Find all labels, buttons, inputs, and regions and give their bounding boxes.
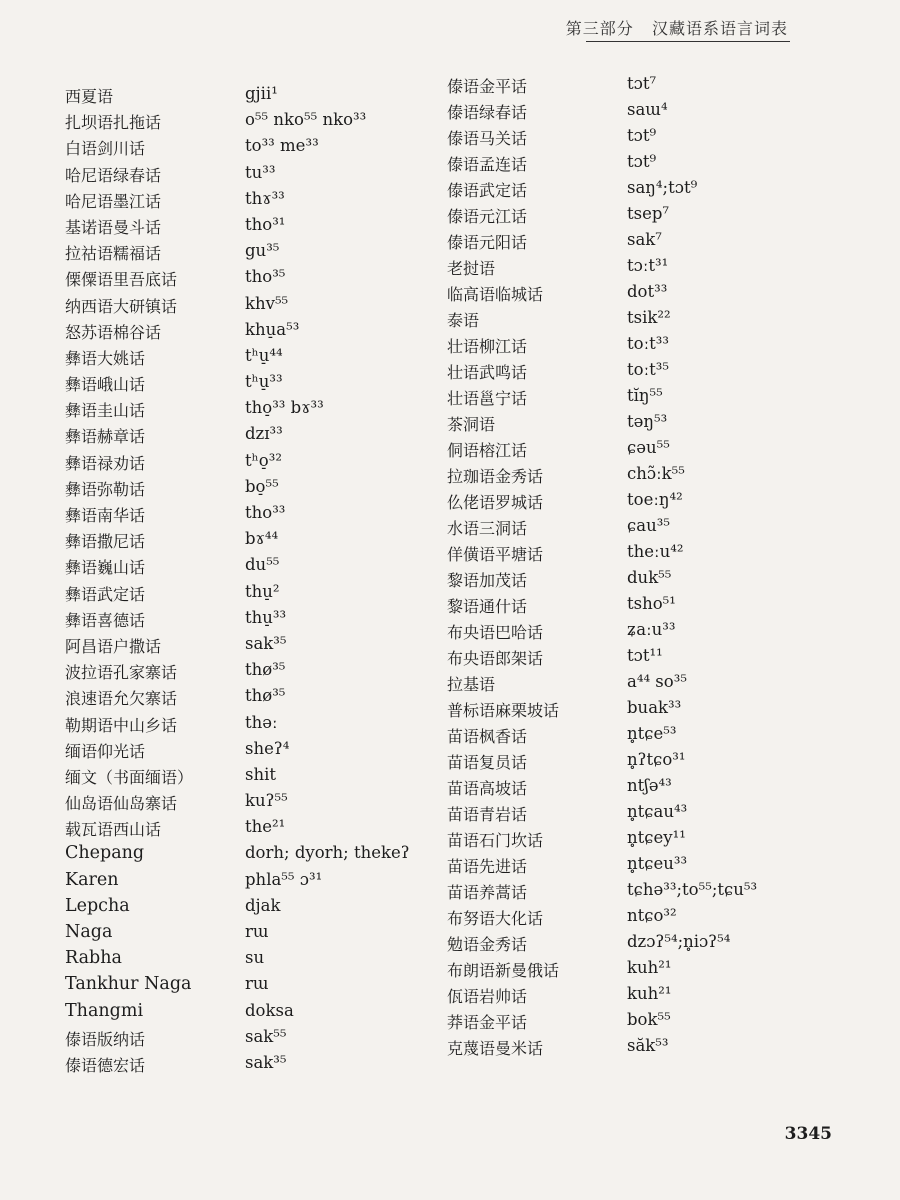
word-form: tho̠³³ bɤ³³ <box>245 398 324 418</box>
language-name: 拉珈语金秀话 <box>447 467 544 486</box>
word-form: tu³³ <box>245 162 276 182</box>
entry-row <box>447 308 827 334</box>
language-name: 仙岛语仙岛寨话 <box>65 794 178 814</box>
language-name: 傣语元江话 <box>447 207 528 226</box>
word-form: su <box>245 948 265 968</box>
language-name: 布央语郎架话 <box>447 649 544 668</box>
entry-row <box>447 620 827 646</box>
language-name: 缅文（书面缅语） <box>65 767 194 787</box>
word-form: duk⁵⁵ <box>627 568 672 587</box>
language-name: 茶洞语 <box>447 415 496 434</box>
word-form: tʰo̠³² <box>245 450 282 470</box>
entry-row <box>65 424 395 450</box>
entry-row <box>447 854 827 880</box>
word-form: rɯ <box>245 974 269 994</box>
language-name: 波拉语孔家寨话 <box>65 663 178 683</box>
entry-row <box>447 256 827 282</box>
entry-row <box>65 686 395 712</box>
word-form: n̥tɕau⁴³ <box>627 802 688 821</box>
language-name: 缅语仰光话 <box>65 741 146 761</box>
entry-row <box>447 1036 827 1062</box>
entry-row <box>447 464 827 490</box>
word-form: n̥tɕeu³³ <box>627 854 688 873</box>
language-name: 傣语马关话 <box>447 129 528 148</box>
language-name: 彝语圭山话 <box>65 401 146 421</box>
word-form: tɔt⁹ <box>627 126 657 145</box>
word-form: dorh; dyorh; thekeʔ <box>245 843 410 863</box>
entry-row <box>65 817 395 843</box>
language-name: Tankhur Naga <box>65 974 192 995</box>
entry-row <box>65 529 395 555</box>
language-name: 彝语武定话 <box>65 584 146 604</box>
word-form: ɕau³⁵ <box>627 516 670 535</box>
language-name: 傣语版纳话 <box>65 1029 146 1049</box>
word-form: buak³³ <box>627 698 682 717</box>
word-form: saŋ⁴;tɔt⁹ <box>627 178 698 197</box>
entry-row <box>65 608 395 634</box>
word-form: rɯ <box>245 922 269 941</box>
language-name: 阿昌语户撒话 <box>65 636 162 656</box>
language-name: 苗语复员话 <box>447 753 528 772</box>
word-form: tɔːt³¹ <box>627 256 669 275</box>
word-form: toːt³⁵ <box>627 360 669 379</box>
language-name: 傣语绿春话 <box>447 103 528 122</box>
language-name: 彝语赫章话 <box>65 427 146 447</box>
word-form: ntʃə⁴³ <box>627 776 672 795</box>
entry-row <box>447 542 827 568</box>
entry-row <box>447 204 827 230</box>
word-form: dzɪ³³ <box>245 424 283 444</box>
word-form: du⁵⁵ <box>245 555 280 575</box>
entry-row <box>65 189 395 215</box>
word-form: n̥tɕe⁵³ <box>627 724 677 743</box>
language-name: 彝语峨山话 <box>65 375 146 395</box>
word-form: khv⁵⁵ <box>245 293 289 313</box>
entry-row <box>447 698 827 724</box>
entry-row <box>65 791 395 817</box>
entry-row <box>447 906 827 932</box>
word-form: ntɕo³² <box>627 906 677 925</box>
entry-row <box>447 750 827 776</box>
entry-row <box>65 660 395 686</box>
entry-row <box>447 802 827 828</box>
word-form: tsik²² <box>627 308 671 327</box>
language-name: 载瓦语西山话 <box>65 820 162 840</box>
language-name: 哈尼语绿春话 <box>65 165 162 185</box>
word-form: toeːŋ⁴² <box>627 490 683 509</box>
language-name: Karen <box>65 869 119 890</box>
language-name: Naga <box>65 922 113 942</box>
entry-row <box>447 516 827 542</box>
language-name: 苗语先进话 <box>447 857 528 876</box>
language-name: 临高语临城话 <box>447 285 544 304</box>
entry-row <box>447 828 827 854</box>
word-form: o⁵⁵ nko⁵⁵ nko³³ <box>245 110 367 130</box>
word-form: djak <box>245 895 281 915</box>
language-name: 傣语武定话 <box>447 181 528 200</box>
word-form: a⁴⁴ so³⁵ <box>627 672 687 691</box>
entry-row <box>65 1053 395 1079</box>
language-name: Rabha <box>65 948 122 969</box>
word-form: sak⁵⁵ <box>245 1026 287 1046</box>
entry-row <box>447 386 827 412</box>
word-form: təŋ⁵³ <box>627 412 668 431</box>
word-form: toːt³³ <box>627 334 669 353</box>
entry-row <box>447 646 827 672</box>
entry-row <box>65 163 395 189</box>
word-form: thu̠³³ <box>245 607 287 627</box>
word-form: tĭŋ⁵⁵ <box>627 386 663 405</box>
entry-row <box>65 110 395 136</box>
word-form: kuh²¹ <box>627 958 672 977</box>
entry-row <box>447 984 827 1010</box>
language-name: 彝语弥勒话 <box>65 479 146 499</box>
header-rule <box>586 41 790 42</box>
language-name: 佯僙语平塘话 <box>447 545 544 564</box>
entry-row <box>447 334 827 360</box>
word-form: gjii¹ <box>245 84 278 103</box>
language-name: 傣语德宏话 <box>65 1055 146 1075</box>
word-form: tʰu̠³³ <box>245 372 283 392</box>
language-name: 苗语养蒿话 <box>447 883 528 902</box>
entry-row <box>65 84 395 110</box>
entry-row <box>65 320 395 346</box>
language-name: 傣语元阳话 <box>447 233 528 252</box>
word-form: khu̠a⁵³ <box>245 319 300 339</box>
word-form: sak³⁵ <box>245 1052 287 1072</box>
language-name: 彝语大姚话 <box>65 348 146 368</box>
word-form: kuh²¹ <box>627 984 672 1003</box>
entry-row <box>65 974 395 1000</box>
word-form: the²¹ <box>245 817 286 837</box>
entry-row <box>447 152 827 178</box>
word-form: dot³³ <box>627 282 668 301</box>
entry-row <box>447 100 827 126</box>
word-form: theːu⁴² <box>627 542 684 561</box>
language-name: 泰语 <box>447 311 480 330</box>
entry-row <box>447 672 827 698</box>
language-name: 勉语金秀话 <box>447 935 528 954</box>
language-name: Chepang <box>65 843 145 864</box>
entry-row <box>447 360 827 386</box>
language-name: 苗语青岩话 <box>447 805 528 824</box>
entry-row <box>447 594 827 620</box>
word-form: sak³⁵ <box>245 633 287 653</box>
word-form: doksa <box>245 1000 294 1020</box>
entry-row <box>65 136 395 162</box>
language-name: 苗语高坡话 <box>447 779 528 798</box>
entry-row <box>447 1010 827 1036</box>
entry-row <box>65 713 395 739</box>
entry-row <box>65 477 395 503</box>
entry-row <box>65 922 395 948</box>
left-column <box>65 84 410 1079</box>
language-name: Lepcha <box>65 895 130 916</box>
word-form: tho³¹ <box>245 214 286 234</box>
language-name: 纳西语大研镇话 <box>65 296 178 316</box>
language-name: 勒期语中山乡话 <box>65 715 178 735</box>
entry-row <box>65 896 395 922</box>
entry-row <box>447 932 827 958</box>
word-form: n̥tɕey¹¹ <box>627 828 686 847</box>
running-head: 第三部分 汉藏语系语言词表 <box>565 19 788 38</box>
word-form: tɔt⁹ <box>627 152 657 171</box>
word-form: ɕəu⁵⁵ <box>627 438 670 457</box>
word-form: shit <box>245 764 277 784</box>
word-form: thɤ³³ <box>245 188 285 208</box>
word-form: tɕhə³³;to⁵⁵;tɕu⁵³ <box>627 880 758 899</box>
word-form: thəː <box>245 712 278 732</box>
word-form: tho³³ <box>245 503 286 522</box>
language-name: 彝语巍山话 <box>65 558 146 578</box>
entry-row <box>447 438 827 464</box>
entry-row <box>65 398 395 424</box>
word-form: gu³⁵ <box>245 241 280 261</box>
word-form: tɔt⁷ <box>627 74 657 93</box>
entry-row <box>65 294 395 320</box>
entry-row <box>447 568 827 594</box>
entry-row <box>65 634 395 660</box>
word-form: chɔ̃ːk⁵⁵ <box>627 464 685 483</box>
language-name: Thangmi <box>65 1000 144 1021</box>
word-form: bo̠⁵⁵ <box>245 476 279 496</box>
word-form: dzɔʔ⁵⁴;n̥iɔʔ⁵⁴ <box>627 932 731 951</box>
language-name: 苗语石门坎话 <box>447 831 544 850</box>
entry-row <box>447 776 827 802</box>
entry-row <box>447 230 827 256</box>
language-name: 壮语邕宁话 <box>447 389 528 408</box>
word-form: to³³ me³³ <box>245 136 319 156</box>
language-name: 佤语岩帅话 <box>447 987 528 1006</box>
word-form: phla⁵⁵ ɔ³¹ <box>245 869 323 889</box>
word-form: kuʔ⁵⁵ <box>245 791 288 811</box>
language-name: 莽语金平话 <box>447 1013 528 1032</box>
entry-row <box>65 843 410 869</box>
entry-row <box>65 739 395 765</box>
entry-row <box>65 503 395 529</box>
language-name: 基诺语曼斗话 <box>65 217 162 237</box>
word-form: thø³⁵ <box>245 660 286 680</box>
entry-row <box>65 241 395 267</box>
language-name: 布努语大化话 <box>447 909 544 928</box>
entry-row <box>447 724 827 750</box>
language-name: 傣语金平话 <box>447 77 528 96</box>
language-name: 彝语撒尼话 <box>65 532 146 552</box>
entry-row <box>65 765 395 791</box>
language-name: 彝语喜德话 <box>65 610 146 630</box>
word-form: sheʔ⁴ <box>245 738 290 758</box>
entry-row <box>65 346 395 372</box>
language-name: 侗语榕江话 <box>447 441 528 460</box>
language-name: 老挝语 <box>447 259 496 278</box>
language-name: 扎坝语扎拖话 <box>65 113 162 133</box>
language-name: 傈僳语里吾底话 <box>65 270 178 290</box>
entry-row <box>447 178 827 204</box>
entry-row <box>447 74 827 100</box>
language-name: 拉基语 <box>447 675 496 694</box>
entry-row <box>65 1001 395 1027</box>
entry-row <box>447 880 827 906</box>
word-form: tho³⁵ <box>245 267 286 287</box>
entry-row <box>65 948 395 974</box>
entry-row <box>65 372 395 398</box>
language-name: 布朗语新曼俄话 <box>447 961 560 980</box>
word-form: tʰu̠⁴⁴ <box>245 345 283 365</box>
word-form: tɔt¹¹ <box>627 646 663 665</box>
page-number: 3345 <box>784 1124 832 1144</box>
entry-row <box>65 582 395 608</box>
word-form: tsho⁵¹ <box>627 594 676 613</box>
entry-row <box>65 267 395 293</box>
word-form: sak⁷ <box>627 230 662 249</box>
language-name: 拉祜语糯福话 <box>65 244 162 264</box>
language-name: 黎语加茂话 <box>447 571 528 590</box>
entry-row <box>447 412 827 438</box>
entry-row <box>447 126 827 152</box>
word-form: bɤ⁴⁴ <box>245 529 279 549</box>
language-name: 黎语通什话 <box>447 597 528 616</box>
entry-row <box>65 215 395 241</box>
language-name: 壮语柳江话 <box>447 337 528 356</box>
language-name: 壮语武鸣话 <box>447 363 528 382</box>
entry-row <box>447 282 827 308</box>
language-name: 彝语禄劝话 <box>65 453 146 473</box>
language-name: 彝语南华话 <box>65 506 146 525</box>
language-name: 西夏语 <box>65 87 114 106</box>
language-name: 普标语麻栗坡话 <box>447 701 560 720</box>
word-form: thø³⁵ <box>245 686 286 706</box>
word-form: săk⁵³ <box>627 1036 669 1055</box>
entry-row <box>447 490 827 516</box>
word-form: thu̠² <box>245 581 280 601</box>
right-column <box>447 74 827 1062</box>
language-name: 仫佬语罗城话 <box>447 493 544 512</box>
language-name: 白语剑川话 <box>65 139 146 159</box>
entry-row <box>447 958 827 984</box>
word-form: saɯ⁴ <box>627 100 668 119</box>
language-name: 傣语孟连话 <box>447 155 528 174</box>
language-name: 哈尼语墨江话 <box>65 191 162 211</box>
word-form: n̥ʔtɕo³¹ <box>627 750 686 769</box>
entry-row <box>65 1027 395 1053</box>
entry-row <box>65 555 395 581</box>
word-form: ʑaːu³³ <box>627 620 676 639</box>
word-form: tsep⁷ <box>627 204 670 223</box>
language-name: 浪速语允欠寨话 <box>65 689 178 709</box>
entry-row <box>65 451 395 477</box>
language-name: 怒苏语棉谷话 <box>65 322 162 342</box>
language-name: 布央语巴哈话 <box>447 623 544 642</box>
entry-row <box>65 870 395 896</box>
language-name: 克蔑语曼米话 <box>447 1039 544 1058</box>
language-name: 水语三洞话 <box>447 519 528 538</box>
word-form: bok⁵⁵ <box>627 1010 671 1029</box>
language-name: 苗语枫香话 <box>447 727 528 746</box>
